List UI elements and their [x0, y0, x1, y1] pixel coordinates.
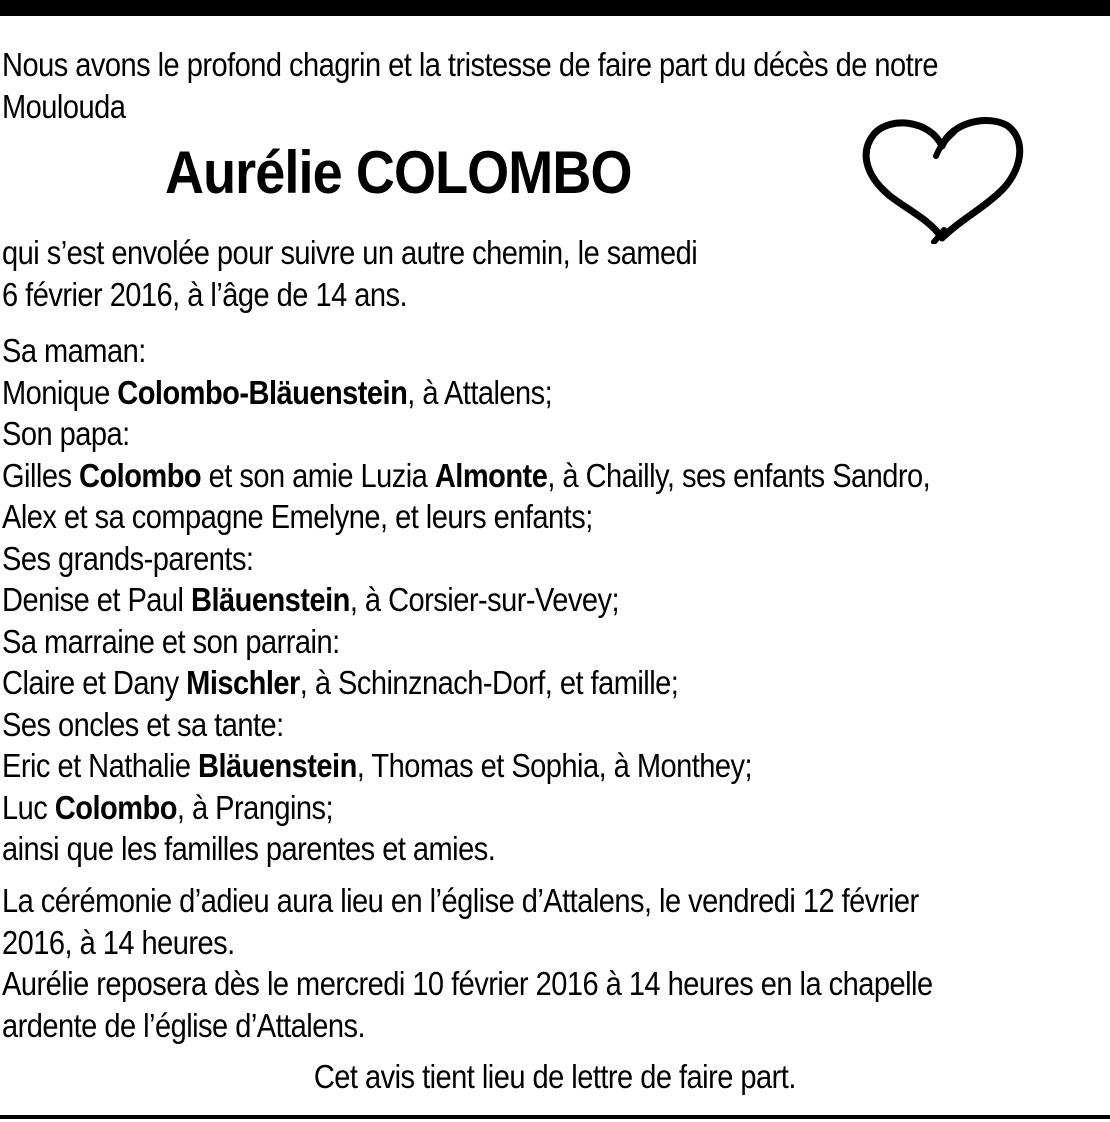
family-text: Monique: [2, 373, 118, 411]
family-text: , à Prangins;: [176, 788, 334, 826]
ceremony-line: Aurélie reposera dès le mercredi 10 février 2016 à 14 heures en la chapelle: [2, 965, 933, 1002]
family-text: , Thomas et Sophia, à Monthey;: [356, 747, 753, 784]
family-text: et son amie Luzia: [201, 456, 435, 494]
family-line: [2, 330, 1108, 372]
family-line: [2, 579, 1108, 621]
family-line: [2, 455, 1108, 497]
family-surname: Bläuenstein: [198, 747, 357, 784]
closing-text: [0, 1056, 1110, 1098]
family-text: ainsi que les familles parentes et amies.: [2, 830, 496, 867]
family-line: [2, 621, 1108, 663]
passing-line: qui s’est envolée pour suivre un autre chemin, le samedi: [2, 234, 698, 271]
family-text: Ses grands-parents:: [2, 539, 254, 577]
deceased-name: Aurélie COLOMBO: [165, 139, 632, 206]
family-text: Gilles: [2, 456, 79, 494]
family-surname: Colombo-Bläuenstein: [117, 373, 408, 411]
intro-line: Moulouda: [2, 87, 126, 125]
ceremony-line: ardente de l’église d’Attalens.: [2, 1006, 366, 1044]
family-text: , à Schinznach-Dorf, et famille;: [299, 664, 679, 701]
family-text: Ses oncles et sa tante:: [2, 705, 284, 743]
family-line: [2, 372, 1108, 414]
family-surname: Colombo: [79, 456, 202, 494]
family-text: Sa maman:: [2, 332, 146, 369]
family-surname: Mischler: [186, 664, 300, 701]
family-surname: Colombo: [54, 788, 177, 826]
family-text: Claire et Dany: [2, 664, 187, 701]
heart-icon: [860, 112, 1025, 244]
family-line: [2, 787, 1108, 829]
passing-line: 6 février 2016, à l’âge de 14 ans.: [2, 275, 408, 313]
bottom-rule: [0, 1115, 1110, 1119]
family-line: [2, 496, 1108, 538]
family-text: , à Chailly, ses enfants Sandro,: [547, 456, 931, 494]
family-text: Sa marraine et son parrain:: [2, 622, 340, 660]
top-rule: [0, 0, 1110, 16]
family-line: [2, 538, 1108, 580]
family-text: Alex et sa compagne Emelyne, et leurs enfants;: [2, 498, 593, 535]
family-text: , à Attalens;: [407, 373, 553, 411]
family-text: Son papa:: [2, 415, 130, 452]
family-list: [2, 330, 1108, 870]
passing-text: [2, 232, 1108, 315]
ceremony-line: 2016, à 14 heures.: [2, 923, 235, 961]
family-line: [2, 413, 1108, 455]
family-text: Denise et Paul: [2, 581, 192, 618]
family-surname: Bläuenstein: [191, 581, 350, 618]
family-surname: Almonte: [434, 456, 548, 494]
family-line: [2, 704, 1108, 746]
family-text: Eric et Nathalie: [2, 747, 199, 784]
family-line: [2, 662, 1108, 704]
intro-line: Nous avons le profond chagrin et la tristesse de faire part du décès de notre: [2, 46, 938, 83]
family-text: Luc: [2, 788, 55, 826]
family-line: [2, 828, 1108, 870]
ceremony-line: La cérémonie d’adieu aura lieu en l’église d’Attalens, le vendredi 12 février: [2, 882, 919, 919]
family-text: , à Corsier-sur-Vevey;: [349, 581, 620, 618]
family-line: [2, 745, 1108, 787]
closing-line: Cet avis tient lieu de lettre de faire part.: [313, 1058, 796, 1095]
ceremony-text: [2, 880, 1108, 1046]
